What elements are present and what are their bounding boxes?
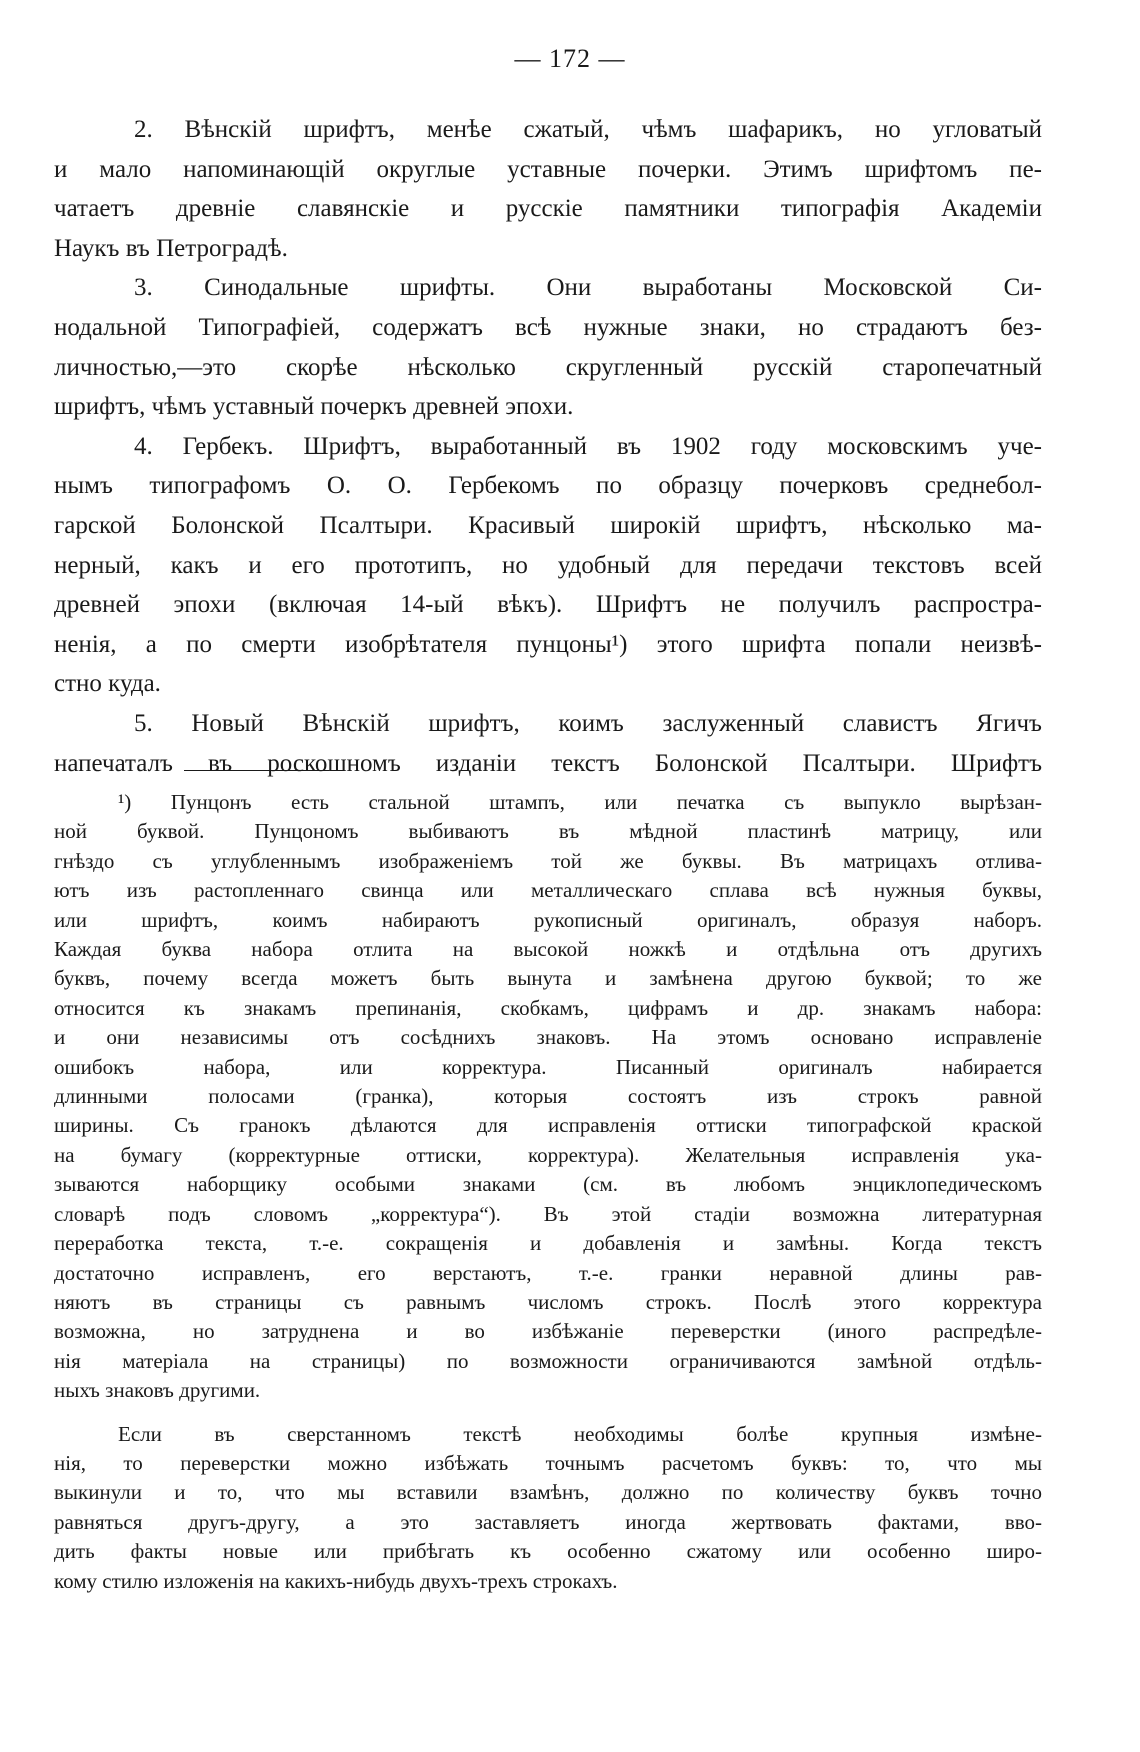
footnote-line: переработка текста, т.-е. сокращенія и добавленія и замѣны. Когда текстъ (54, 1231, 1042, 1256)
footnote-line: словарѣ подъ словомъ „корректура“). Въ этой стадіи возможна литературная (54, 1201, 1042, 1226)
footnote-line: ютъ изъ растопленнаго свинца или металлическаго сплава всѣ нужныя буквы, (54, 878, 1042, 903)
main-text (54, 110, 1042, 783)
paragraph-gerbek-font (54, 427, 1042, 704)
footnote-line: ¹) Пунцонъ есть стальной штампъ, или печатка съ выпукло вырѣзан- (118, 790, 1042, 814)
text-line: и мало напоминающій округлые уставные почерки. Этимъ шрифтомъ пе- (54, 155, 1042, 183)
text-line: гарской Болонской Псалтыри. Красивый широкій шрифтъ, нѣсколько ма- (54, 511, 1042, 539)
footnote-line: ошибокъ набора, или корректура. Писанный оригиналъ набирается (54, 1054, 1042, 1079)
text-line: стно куда. (54, 670, 161, 698)
footnote-line: зываются наборщику особыми знаками (см. въ любомъ энциклопедическомъ (54, 1172, 1042, 1197)
text-line: нымъ типографомъ О. О. Гербекомъ по образцу почерковъ среднебол- (54, 472, 1042, 500)
footnote-line: или шрифтъ, коимъ набираютъ рукописный оригиналъ, образуя наборъ. (54, 907, 1042, 932)
paragraph-new-viennese-font (54, 704, 1042, 783)
text-line: Наукъ въ Петроградѣ. (54, 234, 288, 262)
footnote-gap (54, 1406, 1042, 1420)
footnote-line: ныхъ знаковъ другими. (54, 1378, 261, 1403)
footnote-line: Каждая буква набора отлита на высокой ножкѣ и отдѣльна отъ другихъ (54, 937, 1042, 962)
text-line: 3. Синодальные шрифты. Они выработаны Московской Си- (134, 274, 1042, 302)
footnote-line: нія, то переверстки можно избѣжать точнымъ расчетомъ буквъ: то, что мы (54, 1450, 1042, 1475)
footnote-line: ной буквой. Пунцономъ выбиваютъ въ мѣдной пластинѣ матрицу, или (54, 819, 1042, 844)
footnote-line: длинными полосами (гранка), которыя состоятъ изъ строкъ равной (54, 1084, 1042, 1109)
footnote-line: нія матеріала на страницы) по возможности ограничиваются замѣной отдѣль- (54, 1348, 1042, 1373)
footnote-line: ширины. Съ гранокъ дѣлаются для исправленія оттиски типографской краской (54, 1113, 1042, 1138)
paragraph-viennese-font (54, 110, 1042, 268)
text-line: 2. Вѣнскій шрифтъ, менѣе сжатый, чѣмъ шафарикъ, но угловатый (134, 116, 1042, 143)
footnote-line: достаточно исправленъ, его верстаютъ, т.-е. гранки неравной длины рав- (54, 1260, 1042, 1285)
text-line: напечаталъ въ роскошномъ изданіи текстъ Болонской Псалтыри. Шрифтъ (54, 749, 1042, 777)
paragraph-synodal-fonts (54, 268, 1042, 426)
footnote-line: буквъ, почему всегда можетъ быть вынута и замѣнена другою буквой; то же (54, 966, 1042, 991)
footnote-line: возможна, но затруднена и во избѣжаніе переверстки (иного распредѣле- (54, 1319, 1042, 1344)
footnote-line: кому стилю изложенія на какихъ-нибудь двухъ-трехъ строкахъ. (54, 1568, 618, 1593)
footnote-line: и они независимы отъ сосѣднихъ знаковъ. На этомъ основано исправленіе (54, 1025, 1042, 1050)
page-number: — 172 — (514, 44, 626, 73)
footnote-line: дить факты новые или прибѣгать къ особенно сжатому или особенно широ- (54, 1539, 1042, 1564)
text-line: древней эпохи (включая 14-ый вѣкъ). Шрифтъ не получилъ распростра- (54, 591, 1042, 619)
footnote-line: на бумагу (корректурные оттиски, корректура). Желательныя исправленія ука- (54, 1142, 1042, 1167)
text-line: 5. Новый Вѣнскій шрифтъ, коимъ заслуженный славистъ Ягичъ (134, 709, 1042, 737)
footnote-line: Если въ сверстанномъ текстѣ необходимы болѣе крупныя измѣне- (118, 1421, 1042, 1446)
text-line: чатаетъ древніе славянскіе и русскіе памятники типографія Академіи (54, 195, 1042, 223)
footnote-line: выкинули и то, что мы вставили взамѣнъ, должно по количеству буквъ точно (54, 1480, 1042, 1505)
text-line: ненія, а по смерти изобрѣтателя пунцоны¹) этого шрифта попали неизвѣ- (54, 630, 1042, 658)
footnote-separator (184, 770, 329, 771)
footnote-line: относится къ знакамъ препинанія, скобкамъ, цифрамъ и др. знакамъ набора: (54, 995, 1042, 1020)
text-line: 4. Гербекъ. Шрифтъ, выработанный въ 1902 году московскимъ уче- (134, 432, 1042, 460)
footnote (54, 788, 1042, 1596)
text-line: нодальной Типографіей, содержатъ всѣ нужные знаки, но страдаютъ без- (54, 313, 1042, 341)
text-line: нерный, какъ и его прототипъ, но удобный для передачи текстовъ всей (54, 551, 1042, 579)
footnote-line: гнѣздо съ углубленнымъ изображеніемъ той же буквы. Въ матрицахъ отлива- (54, 848, 1042, 873)
text-line: шрифтъ, чѣмъ уставный почеркъ древней эпохи. (54, 393, 574, 421)
footnote-line: равняться другъ-другу, а это заставляетъ иногда жертвовать фактами, вво- (54, 1509, 1042, 1534)
text-line: личностью,—это скорѣе нѣсколько скругленный русскій старопечатный (54, 353, 1042, 381)
footnote-line: няютъ въ страницы съ равнымъ числомъ строкъ. Послѣ этого корректура (54, 1289, 1042, 1314)
